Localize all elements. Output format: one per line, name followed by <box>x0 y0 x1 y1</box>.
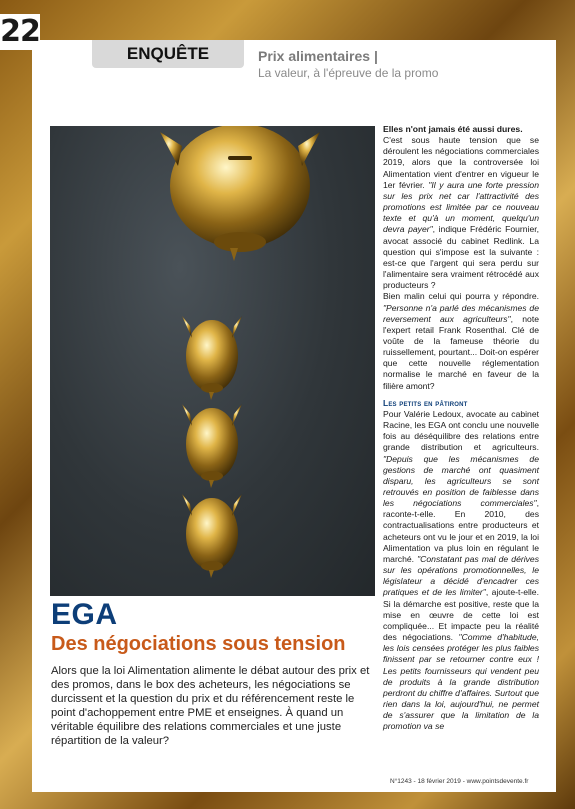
kicker-subtitle: La valeur, à l'épreuve de la promo <box>258 66 439 80</box>
large-piggy-bank <box>160 126 320 261</box>
paragraph-2: Bien malin celui qui pourra y répondre. "Personne n'a parlé des mécanismes de reversement aux agriculteurs", note l'expert retail Frank Rosenthal. Clé de voûte de la fameuse théorie du ruissellement, pourtant... Doit-on espérer que cette nouvelle réglementation normalise le marché en faveur de la filière amont? <box>383 291 539 391</box>
small-piggy-bank-2 <box>182 404 242 488</box>
section-tab: ENQUÊTE <box>92 40 244 68</box>
paragraph-3: Pour Valérie Ledoux, avocate au cabinet Racine, les EGA ont conclu une nouvelle fois au déséquilibre des relations entre grande distribution et agriculteurs. "Depuis que les mécanismes de gestions de marché ont quasiment disparu, les agriculteurs se sont retrouvés en position de faiblesse dans les négociations commerciales", raconte-t-elle. En 2010, des contractualisations entre producteurs et acheteurs ont vu le jour et en 2019, la loi Alimentation va plus loin en régulant le marché. "Constatant pas mal de dérives sur les opérations promotionnelles, le législateur a décidé d'encadrer ces pratiques et de les limiter", ajoute-t-elle. Si la démarche est positive, reste que la mise en œuvre de cette loi est compliquée... Et impacte peu la réalité des négociations. "Comme d'habitude, les lois censées protéger les plus faibles finissent par se retourner contre eux ! Les petits fournisseurs qui vendent peu de produits à la grande distribution perdront du chiffre d'affaires. Surtout que rien dans la loi, aujourd'hui, ne permet de s'assurer que la limitation de la promotion va se <box>383 408 539 732</box>
article-standfirst: Alors que la loi Alimentation alimente le débat autour des prix et des promos, dans le box des acheteurs, les négociations se durcissent et la question du prix et du référencement reste le point d'achoppement entre PME et enseignes. À quand un véritable équilibre des relations commerciales et une juste répartition de la valeur? <box>51 665 370 747</box>
body-column <box>383 124 539 732</box>
lead-sentence: Elles n'ont jamais été aussi dures. <box>383 124 523 134</box>
article-subtitle: Des négociations sous tension <box>51 633 346 655</box>
small-piggy-bank-3 <box>182 494 242 578</box>
small-piggy-bank-1 <box>182 316 242 400</box>
section-subhead: Les petits en pâtiront <box>383 397 468 408</box>
page-footer: N°1243 - 18 février 2019 - www.pointsdevente.fr <box>390 778 529 785</box>
golden-piggy-banks-image <box>50 126 375 596</box>
page-number: 22 <box>0 14 40 49</box>
article-title: EGA <box>51 598 118 631</box>
article-photo <box>50 126 375 596</box>
kicker-title: Prix alimentaires | <box>258 48 378 64</box>
paragraph-1: C'est sous haute tension que se déroulent les négociations commerciales 2019, alors que la controversée loi Alimentation vient d'entrer en vigueur le 1er février. "Il y aura une forte pression sur les prix net car l'attractivité des promotions est limitée par ce nouveau texte et qu'à un moment, quelqu'un devra payer", indique Frédéric Fournier, avocat associé du cabinet Redlink. La question qui s'impose est la suivante : est-ce que l'argent qui sera perdu sur l'alimentaire sera vraiment rétrocédé aux producteurs ? <box>383 135 539 291</box>
